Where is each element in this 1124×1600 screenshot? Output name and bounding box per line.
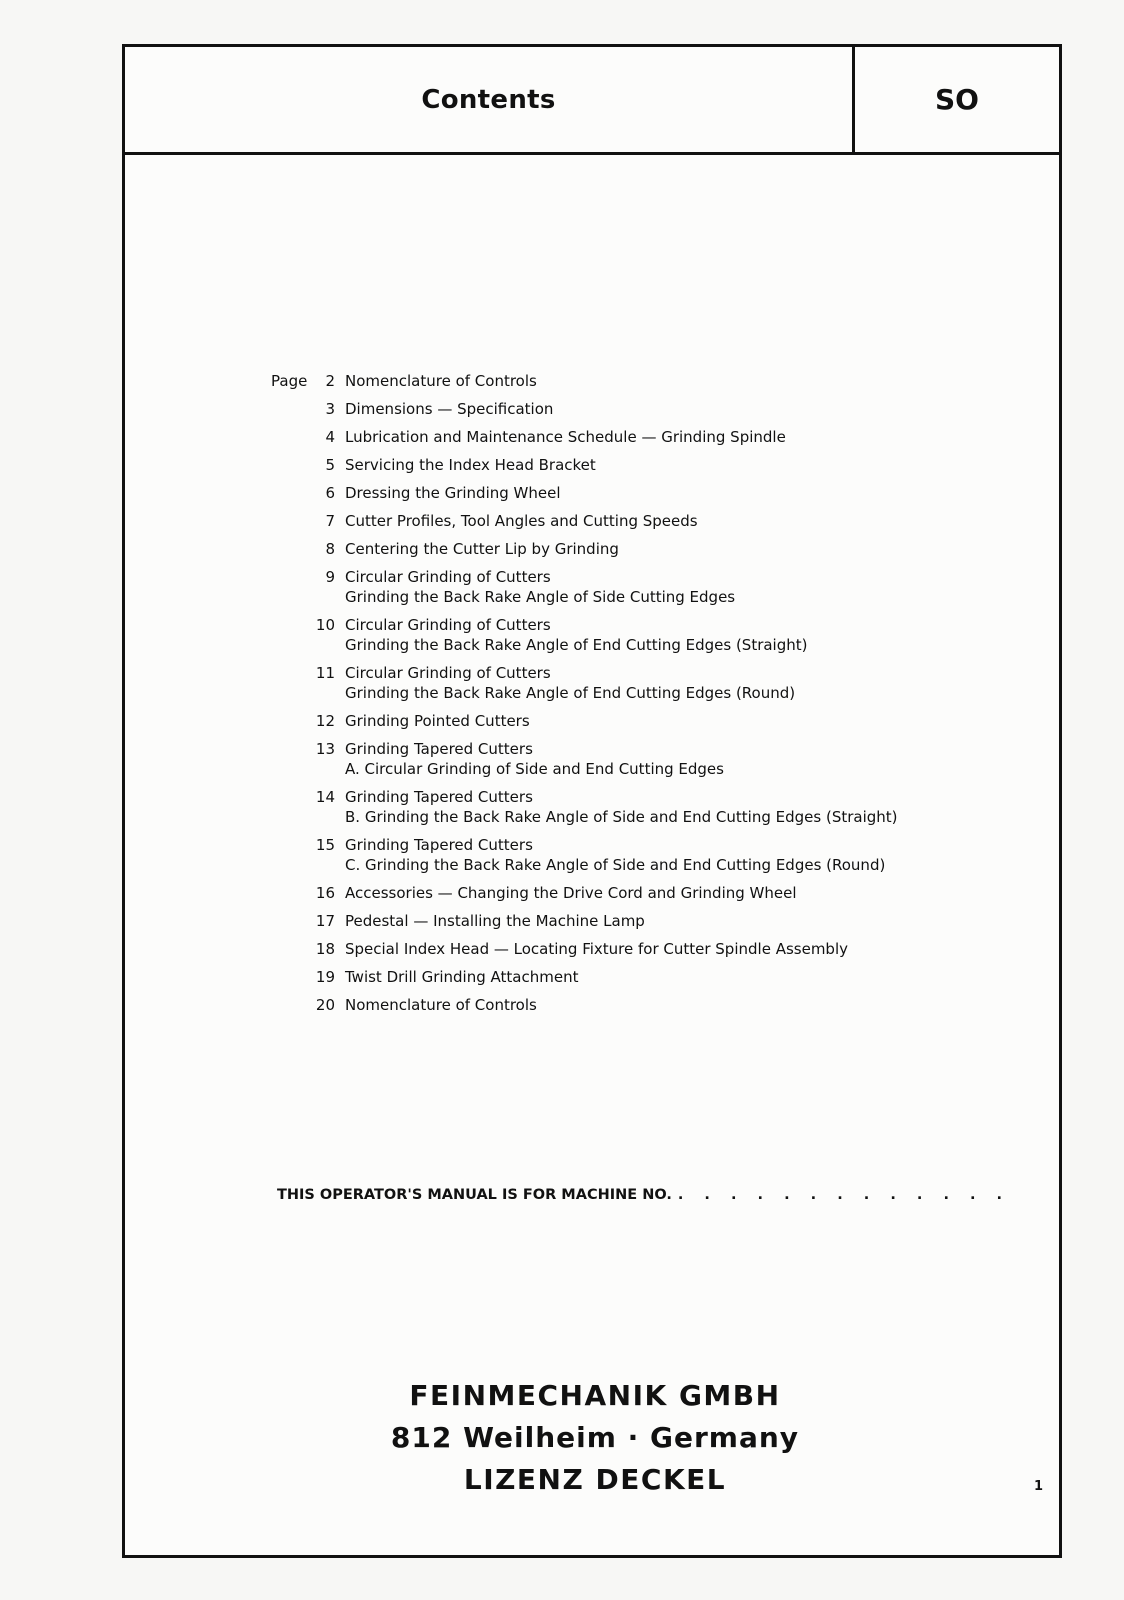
toc-page-number: 2	[325, 372, 335, 390]
toc-page-number: 9	[325, 568, 335, 586]
toc-page-number: 16	[315, 884, 335, 902]
company-block	[125, 1375, 1065, 1501]
toc-entry-title: Circular Grinding of Cutters	[345, 568, 551, 586]
toc-page-number: 17	[315, 912, 335, 930]
machine-number-label: THIS OPERATOR'S MANUAL IS FOR MACHINE NO.	[277, 1187, 672, 1203]
toc-entry	[271, 511, 1031, 531]
toc-page-number: 14	[315, 788, 335, 806]
toc-entry-title: Grinding Tapered Cutters	[345, 740, 533, 758]
company-address: 812 Weilheim · Germany	[390, 1421, 800, 1454]
page-frame	[122, 44, 1062, 1558]
toc-entry-title: Nomenclature of Controls	[345, 372, 537, 390]
page-title: Contents	[125, 47, 855, 152]
toc-entry-title: Nomenclature of Controls	[345, 996, 537, 1014]
toc-entry-title: Cutter Profiles, Tool Angles and Cutting Speeds	[345, 512, 698, 530]
toc-page-number: 8	[325, 540, 335, 558]
toc-entry-title: Lubrication and Maintenance Schedule — Grinding Spindle	[345, 428, 786, 446]
toc-entry-subtitle: A. Circular Grinding of Side and End Cutting Edges	[345, 760, 724, 778]
toc-page-number: 20	[315, 996, 335, 1014]
toc-entry-title: Dressing the Grinding Wheel	[345, 484, 561, 502]
toc-entry	[271, 539, 1031, 559]
toc-entry	[271, 567, 1031, 607]
toc-entry	[271, 663, 1031, 703]
toc-entry-title: Special Index Head — Locating Fixture for Cutter Spindle Assembly	[345, 940, 848, 958]
toc-entry-title: Circular Grinding of Cutters	[345, 664, 551, 682]
toc-entry-title: Circular Grinding of Cutters	[345, 616, 551, 634]
table-of-contents	[271, 371, 1031, 1023]
toc-entry	[271, 739, 1031, 779]
toc-page-number: 15	[315, 836, 335, 854]
toc-entry-title: Servicing the Index Head Bracket	[345, 456, 596, 474]
toc-entry	[271, 711, 1031, 731]
toc-entry-title: Dimensions — Specification	[345, 400, 554, 418]
toc-page-number: 13	[315, 740, 335, 758]
section-code: SO	[935, 83, 979, 116]
toc-page-number: 5	[325, 456, 335, 474]
toc-entry	[271, 911, 1031, 931]
toc-page-prefix: Page	[271, 372, 308, 390]
toc-entry	[271, 455, 1031, 475]
toc-entry-title: Accessories — Changing the Drive Cord and Grinding Wheel	[345, 884, 797, 902]
toc-entry-title: Pedestal — Installing the Machine Lamp	[345, 912, 645, 930]
toc-entry	[271, 427, 1031, 447]
toc-entry	[271, 835, 1031, 875]
header	[125, 47, 1059, 155]
toc-page-number: 11	[315, 664, 335, 682]
machine-number-line	[277, 1187, 1010, 1203]
toc-entry-title: Twist Drill Grinding Attachment	[345, 968, 579, 986]
toc-page-number: 19	[315, 968, 335, 986]
toc-entry	[271, 787, 1031, 827]
toc-entry-subtitle: B. Grinding the Back Rake Angle of Side and End Cutting Edges (Straight)	[345, 808, 898, 826]
company-name: FEINMECHANIK GMBH	[409, 1379, 781, 1412]
page-number: 1	[1033, 1479, 1043, 1494]
toc-page-number: 3	[325, 400, 335, 418]
toc-page-number: 10	[315, 616, 335, 634]
toc-entry-title: Grinding Tapered Cutters	[345, 836, 533, 854]
toc-entry	[271, 483, 1031, 503]
toc-entry-title: Centering the Cutter Lip by Grinding	[345, 540, 619, 558]
toc-entry-subtitle: Grinding the Back Rake Angle of End Cutting Edges (Round)	[345, 684, 796, 702]
toc-entry	[271, 883, 1031, 903]
toc-entry	[271, 939, 1031, 959]
toc-entry	[271, 615, 1031, 655]
toc-page-number: 18	[315, 940, 335, 958]
toc-entry	[271, 399, 1031, 419]
toc-entry-subtitle: Grinding the Back Rake Angle of End Cutting Edges (Straight)	[345, 636, 808, 654]
toc-page-number: 12	[315, 712, 335, 730]
toc-page-number: 7	[325, 512, 335, 530]
toc-entry	[271, 967, 1031, 987]
toc-page-number: 6	[325, 484, 335, 502]
toc-entry-title: Grinding Tapered Cutters	[345, 788, 533, 806]
toc-entry-title: Grinding Pointed Cutters	[345, 712, 530, 730]
toc-entry	[271, 995, 1031, 1015]
machine-number-dots: . . . . . . . . . . . . .	[677, 1187, 1011, 1203]
toc-entry-subtitle: C. Grinding the Back Rake Angle of Side and End Cutting Edges (Round)	[345, 856, 886, 874]
toc-page-number: 4	[325, 428, 335, 446]
toc-entry	[271, 371, 1031, 391]
toc-entry-subtitle: Grinding the Back Rake Angle of Side Cutting Edges	[345, 588, 736, 606]
company-license: LIZENZ DECKEL	[463, 1463, 727, 1496]
